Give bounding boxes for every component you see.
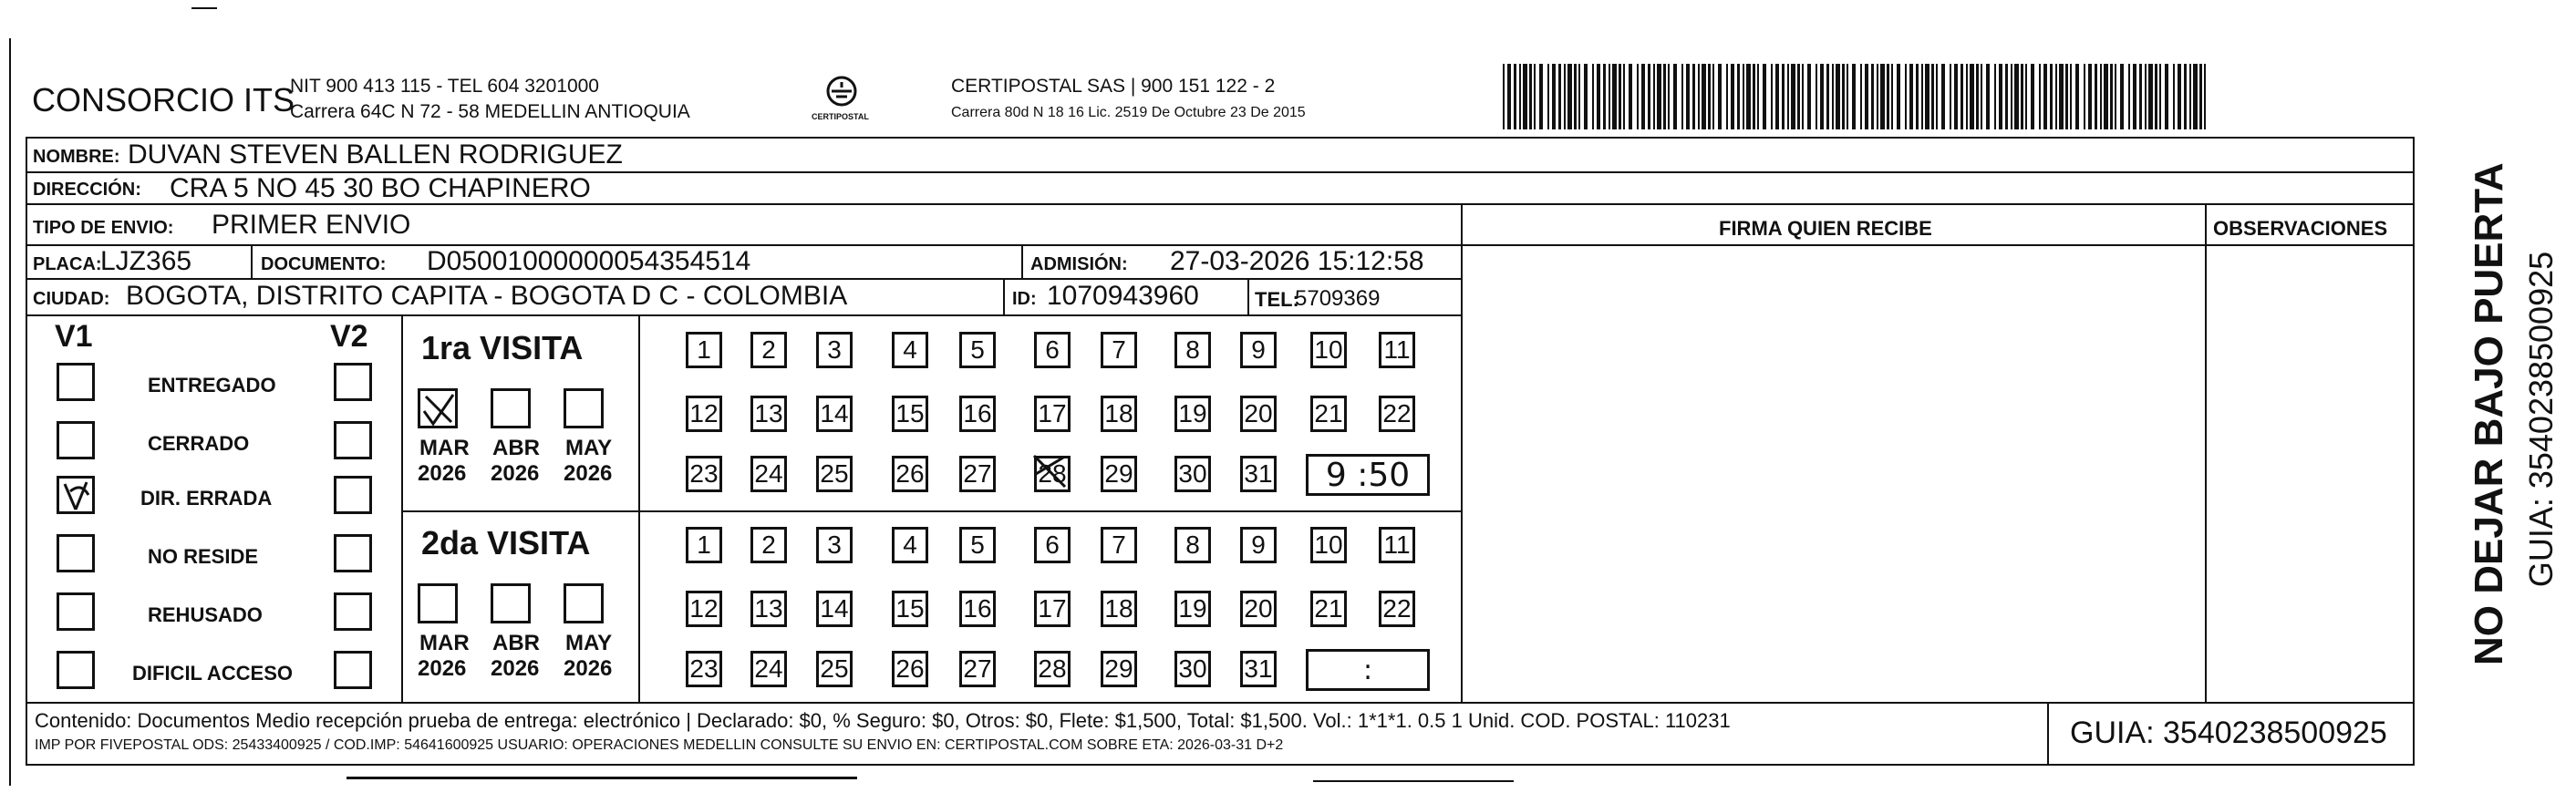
- barcode-bar: [1698, 64, 1700, 129]
- barcode-bar: [1603, 64, 1606, 129]
- day-box[interactable]: 11: [1379, 527, 1415, 563]
- day-box[interactable]: 24: [750, 456, 787, 492]
- barcode-bar: [1999, 64, 2002, 129]
- day-box[interactable]: 31: [1240, 456, 1277, 492]
- day-box[interactable]: 14: [816, 591, 853, 627]
- address-label: DIRECCIÓN:: [33, 180, 141, 200]
- barcode-bar: [2139, 64, 2142, 129]
- side-notice: NO DEJAR BAJO PUERTA: [2467, 162, 2511, 665]
- barcode-bar: [1826, 64, 1829, 129]
- day-box[interactable]: 26: [892, 651, 928, 687]
- barcode-bar: [1981, 64, 1982, 129]
- barcode-bar: [2165, 64, 2168, 129]
- day-box[interactable]: 27: [959, 651, 996, 687]
- barcode-bar: [1816, 64, 1817, 129]
- barcode-bar: [1746, 64, 1751, 129]
- bottom-stroke: [347, 777, 857, 779]
- day-box[interactable]: 3: [816, 527, 853, 563]
- day-box[interactable]: 1: [686, 332, 722, 368]
- v1-checkbox[interactable]: [57, 421, 95, 459]
- barcode-bar: [2104, 64, 2108, 129]
- barcode-bar: [1836, 64, 1840, 129]
- v2-checkbox[interactable]: [334, 421, 372, 459]
- barcode-bar: [1960, 64, 1963, 129]
- day-box[interactable]: 6: [1034, 332, 1071, 368]
- day-box[interactable]: 5: [959, 332, 996, 368]
- barcode-bar: [1558, 64, 1561, 129]
- barcode-bar: [1623, 64, 1625, 129]
- day-box[interactable]: 15: [892, 591, 928, 627]
- barcode-bar: [1852, 64, 1856, 129]
- side-notice-area: [2421, 164, 2558, 675]
- barcode-bar: [1966, 64, 1968, 129]
- barcode-bar: [1692, 64, 1695, 129]
- barcode-bar: [1797, 64, 1800, 129]
- v1-checkbox[interactable]: [57, 651, 95, 689]
- barcode-bar: [2145, 64, 2147, 129]
- day-box[interactable]: 7: [1101, 527, 1137, 563]
- left-border: [9, 38, 11, 786]
- barcode-bar: [2011, 64, 2012, 129]
- month-year: 2026: [418, 461, 467, 486]
- observations-header: OBSERVACIONES: [2213, 217, 2388, 240]
- status-label: ENTREGADO: [148, 374, 276, 396]
- barcode-bar: [1802, 64, 1804, 129]
- time-box[interactable]: :: [1306, 649, 1430, 691]
- visit-title: 2da VISITA: [421, 524, 591, 561]
- v2-checkbox[interactable]: [334, 363, 372, 401]
- barcode-bar: [1584, 64, 1588, 129]
- barcode-bar: [1653, 64, 1655, 129]
- day-box[interactable]: 29: [1101, 651, 1137, 687]
- barcode-bar: [1547, 64, 1549, 129]
- day-box[interactable]: 22: [1379, 396, 1415, 432]
- month-checkbox[interactable]: [564, 583, 604, 623]
- month-year: 2026: [491, 656, 540, 681]
- barcode-bar: [1905, 64, 1907, 129]
- barcode-bar: [1842, 64, 1845, 129]
- barcode-bar: [2075, 64, 2079, 129]
- barcode-bar: [2055, 64, 2057, 129]
- v2-checkbox[interactable]: [334, 592, 372, 631]
- barcode-bar: [1726, 64, 1728, 129]
- barcode-bar: [2133, 64, 2136, 129]
- time-box[interactable]: 9 :50: [1306, 454, 1430, 496]
- barcode-bar: [1567, 64, 1572, 129]
- month-checkbox[interactable]: [491, 388, 531, 428]
- day-box[interactable]: 13: [750, 591, 787, 627]
- barcode-bar: [1657, 64, 1661, 129]
- barcode-bar: [1574, 64, 1577, 129]
- day-box[interactable]: 12: [686, 396, 722, 432]
- barcode-bar: [2184, 64, 2187, 129]
- barcode-bar: [2043, 64, 2047, 129]
- barcode-bar: [1641, 64, 1645, 129]
- v1-header: V1: [55, 319, 93, 354]
- barcode-bar: [1970, 64, 1974, 129]
- month-checkbox[interactable]: [418, 583, 458, 623]
- barcode-bar: [1791, 64, 1795, 129]
- day-box[interactable]: 26: [892, 456, 928, 492]
- barcode-bar: [1950, 64, 1951, 129]
- month-year: 2026: [418, 656, 467, 681]
- day-box[interactable]: 25: [816, 651, 853, 687]
- tel-label: TEL:: [1255, 288, 1299, 311]
- day-box[interactable]: 3: [816, 332, 853, 368]
- barcode-bar: [1539, 64, 1543, 129]
- v2-header: V2: [330, 319, 368, 354]
- day-box[interactable]: 22: [1379, 591, 1415, 627]
- month-year: 2026: [564, 461, 613, 486]
- month-year: 2026: [564, 656, 613, 681]
- barcode-bar: [1865, 64, 1868, 129]
- barcode-bar: [1681, 64, 1683, 129]
- barcode-bar: [1925, 64, 1929, 129]
- barcode-bar: [1529, 64, 1532, 129]
- top-stroke: [191, 7, 217, 9]
- id-value: 1070943960: [1047, 281, 1199, 311]
- name-label: NOMBRE:: [33, 147, 120, 167]
- day-box[interactable]: 31: [1240, 651, 1277, 687]
- barcode-bar: [1668, 64, 1670, 129]
- barcode-bar: [2199, 64, 2202, 129]
- document-value: D05001000000054354514: [427, 246, 751, 276]
- barcode-bar: [2173, 64, 2175, 129]
- bottom-stroke: [1313, 780, 1514, 782]
- day-box[interactable]: 25: [816, 456, 853, 492]
- v1-checkbox[interactable]: [57, 534, 95, 572]
- barcode-bar: [2115, 64, 2116, 129]
- plate-value: LJZ365: [100, 246, 192, 276]
- barcode-bar: [1534, 64, 1536, 129]
- barcode-bar: [1976, 64, 1979, 129]
- side-guia: GUIA: 3540238500925: [2522, 251, 2560, 588]
- barcode-bar: [1514, 64, 1516, 129]
- day-box[interactable]: 21: [1310, 591, 1347, 627]
- carrier-info: CERTIPOSTAL SAS | 900 151 122 - 2: [951, 76, 1276, 97]
- barcode-bar: [1637, 64, 1639, 129]
- barcode-bar: [1887, 64, 1889, 129]
- barcode-bar: [1916, 64, 1919, 129]
- status-label: DIR. ERRADA: [140, 487, 273, 510]
- day-box[interactable]: 29: [1101, 456, 1137, 492]
- barcode-bar: [1820, 64, 1824, 129]
- id-label: ID:: [1012, 289, 1037, 309]
- barcode-bar: [2050, 64, 2053, 129]
- barcode-bar: [2084, 64, 2085, 129]
- month-year: 2026: [491, 461, 540, 486]
- day-box[interactable]: 12: [686, 591, 722, 627]
- day-box[interactable]: 23: [686, 651, 722, 687]
- barcode-bar: [1860, 64, 1862, 129]
- barcode-bar: [2178, 64, 2181, 129]
- city-label: CIUDAD:: [33, 289, 110, 309]
- status-label: CERRADO: [148, 432, 250, 455]
- month-label: MAY: [565, 436, 613, 460]
- barcode-bar: [1897, 64, 1900, 129]
- recipient-name: DUVAN STEVEN BALLEN RODRIGUEZ: [128, 139, 623, 170]
- barcode-bar: [2031, 64, 2034, 129]
- day-box[interactable]: 19: [1174, 591, 1211, 627]
- barcode-bar: [2088, 64, 2092, 129]
- barcode-bar: [1702, 64, 1706, 129]
- barcode-bar: [1743, 64, 1744, 129]
- day-box[interactable]: 18: [1101, 396, 1137, 432]
- day-box[interactable]: 10: [1310, 332, 1347, 368]
- barcode-bar: [1523, 64, 1527, 129]
- footer-guia: GUIA: 3540238500925: [2070, 716, 2387, 750]
- tel-value: 5709369: [1295, 286, 1381, 311]
- footer-imp: IMP POR FIVEPOSTAL ODS: 25433400925 / COD.IMP: 54641600925 USUARIO: OPERACIONES MEDELLIN CONSULTE SU ENVIO EN: CERTIPOSTAL.COM SOBRE ETA: 2026-03-31 D+2: [35, 737, 1284, 753]
- month-checkbox[interactable]: [418, 388, 458, 428]
- city-value: BOGOTA, DISTRITO CAPITA - BOGOTA D C - COLOMBIA: [126, 281, 848, 311]
- barcode-bar: [1619, 64, 1621, 129]
- day-box[interactable]: 17: [1034, 591, 1071, 627]
- barcode-bar: [1807, 64, 1811, 129]
- month-label: MAR: [419, 631, 470, 655]
- v2-checkbox[interactable]: [334, 651, 372, 689]
- barcode-bar: [1519, 64, 1521, 129]
- company-name: CONSORCIO ITS: [32, 81, 295, 118]
- month-checkbox[interactable]: [564, 388, 604, 428]
- barcode-bar: [2120, 64, 2124, 129]
- v1-checkbox[interactable]: [57, 363, 95, 401]
- month-label: MAR: [419, 436, 470, 460]
- day-box[interactable]: 7: [1101, 332, 1137, 368]
- document-label: DOCUMENTO:: [261, 254, 387, 274]
- barcode-bar: [1612, 64, 1617, 129]
- barcode-bar: [1994, 64, 1996, 129]
- recipient-address: CRA 5 NO 45 30 BO CHAPINERO: [170, 173, 591, 203]
- day-box[interactable]: 2: [750, 527, 787, 563]
- barcode-bar: [1507, 64, 1511, 129]
- visit-title: 1ra VISITA: [421, 329, 584, 366]
- barcode-bar: [2070, 64, 2072, 129]
- v2-checkbox[interactable]: [334, 534, 372, 572]
- month-label: MAY: [565, 631, 613, 655]
- barcode-bar: [1564, 64, 1566, 129]
- barcode-bar: [2110, 64, 2113, 129]
- v2-checkbox[interactable]: [334, 476, 372, 514]
- day-box[interactable]: 8: [1174, 527, 1211, 563]
- company-nit: NIT 900 413 115 - TEL 604 3201000: [290, 76, 599, 97]
- day-box[interactable]: 23: [686, 456, 722, 492]
- day-box[interactable]: 28: [1034, 651, 1071, 687]
- barcode-bar: [1986, 64, 1990, 129]
- barcode-bar: [2065, 64, 2068, 129]
- barcode-bar: [2014, 64, 2019, 129]
- barcode-bar: [1931, 64, 1934, 129]
- day-box[interactable]: 28: [1034, 456, 1071, 492]
- day-box[interactable]: 1: [686, 527, 722, 563]
- day-box[interactable]: 8: [1174, 332, 1211, 368]
- v1-checkbox[interactable]: [57, 592, 95, 631]
- barcode-bar: [2189, 64, 2191, 129]
- barcode-bar: [1552, 64, 1556, 129]
- barcode-bar: [1663, 64, 1666, 129]
- barcode-bar: [1686, 64, 1690, 129]
- barcode-bar: [1718, 64, 1722, 129]
- day-box[interactable]: 11: [1379, 332, 1415, 368]
- day-box[interactable]: 5: [959, 527, 996, 563]
- status-label: DIFICIL ACCESO: [132, 662, 294, 685]
- barcode-bar: [1775, 64, 1779, 129]
- barcode-bar: [1597, 64, 1600, 129]
- day-box[interactable]: 6: [1034, 527, 1071, 563]
- barcode-bar: [1954, 64, 1958, 129]
- day-box[interactable]: 10: [1310, 527, 1347, 563]
- day-box[interactable]: 16: [959, 591, 996, 627]
- barcode-bar: [1609, 64, 1610, 129]
- barcode-bar: [1763, 64, 1766, 129]
- barcode-bar: [2059, 64, 2064, 129]
- day-box[interactable]: 20: [1240, 396, 1277, 432]
- day-box[interactable]: 15: [892, 396, 928, 432]
- barcode-bar: [1737, 64, 1740, 129]
- day-box[interactable]: 21: [1310, 396, 1347, 432]
- barcode-bar: [1847, 64, 1848, 129]
- barcode-bar: [2005, 64, 2008, 129]
- status-label: REHUSADO: [148, 603, 263, 626]
- barcode: [1503, 64, 2207, 129]
- barcode-bar: [1731, 64, 1734, 129]
- barcode-bar: [2155, 64, 2157, 129]
- day-box[interactable]: 4: [892, 527, 928, 563]
- company-address: Carrera 64C N 72 - 58 MEDELLIN ANTIOQUIA: [290, 101, 690, 122]
- month-label: ABR: [492, 631, 540, 655]
- barcode-bar: [2021, 64, 2023, 129]
- day-box[interactable]: 17: [1034, 396, 1071, 432]
- barcode-bar: [1771, 64, 1773, 129]
- barcode-bar: [1629, 64, 1632, 129]
- barcode-bar: [2128, 64, 2130, 129]
- plate-label: PLACA:: [33, 254, 102, 274]
- barcode-bar: [1877, 64, 1878, 129]
- barcode-bar: [2100, 64, 2102, 129]
- certipostal-logo: [810, 71, 874, 128]
- barcode-bar: [2025, 64, 2027, 129]
- day-box[interactable]: 20: [1240, 591, 1277, 627]
- carrier-address: Carrera 80d N 18 16 Lic. 2519 De Octubre 23 De 2015: [951, 105, 1306, 120]
- barcode-bar: [1712, 64, 1714, 129]
- day-box[interactable]: 16: [959, 396, 996, 432]
- barcode-bar: [2193, 64, 2198, 129]
- barcode-bar: [1832, 64, 1834, 129]
- logo-text: CERTIPOSTAL: [812, 112, 869, 121]
- day-box[interactable]: 4: [892, 332, 928, 368]
- barcode-bar: [1782, 64, 1785, 129]
- day-box[interactable]: 27: [959, 456, 996, 492]
- barcode-bar: [2204, 64, 2206, 129]
- day-box[interactable]: 9: [1240, 527, 1277, 563]
- day-box[interactable]: 19: [1174, 396, 1211, 432]
- signature-header: FIRMA QUIEN RECIBE: [1719, 217, 1932, 240]
- barcode-bar: [1708, 64, 1711, 129]
- day-box[interactable]: 9: [1240, 332, 1277, 368]
- barcode-bar: [1936, 64, 1938, 129]
- day-box[interactable]: 30: [1174, 456, 1211, 492]
- footer-contents: Contenido: Documentos Medio recepción prueba de entrega: electrónico | Declarado: $0, % Seguro: $0, Otros: $0, Flete: $1,500, Total: $1,500. Vol.: 1*1*1. 0.5 1 Unid. COD. POSTAL: 110231: [35, 709, 1731, 732]
- barcode-bar: [1757, 64, 1759, 129]
- v1-checkbox[interactable]: [57, 476, 95, 514]
- barcode-bar: [1592, 64, 1594, 129]
- barcode-bar: [1941, 64, 1945, 129]
- status-label: NO RESIDE: [148, 545, 259, 568]
- barcode-bar: [2095, 64, 2097, 129]
- barcode-bar: [1753, 64, 1755, 129]
- barcode-bar: [1648, 64, 1650, 129]
- barcode-bar: [1503, 64, 1505, 129]
- day-box[interactable]: 24: [750, 651, 787, 687]
- month-checkbox[interactable]: [491, 583, 531, 623]
- barcode-bar: [2148, 64, 2153, 129]
- barcode-bar: [1578, 64, 1580, 129]
- admission-value: 27-03-2026 15:12:58: [1170, 246, 1424, 276]
- barcode-bar: [2039, 64, 2041, 129]
- day-box[interactable]: 18: [1101, 591, 1137, 627]
- barcode-bar: [1891, 64, 1893, 129]
- day-box[interactable]: 30: [1174, 651, 1211, 687]
- barcode-bar: [1871, 64, 1874, 129]
- day-box[interactable]: 13: [750, 396, 787, 432]
- shipment-type: PRIMER ENVIO: [212, 210, 411, 240]
- month-label: ABR: [492, 436, 540, 460]
- admission-label: ADMISIÓN:: [1030, 254, 1128, 274]
- day-box[interactable]: 14: [816, 396, 853, 432]
- barcode-bar: [1880, 64, 1885, 129]
- barcode-bar: [1787, 64, 1789, 129]
- day-box[interactable]: 2: [750, 332, 787, 368]
- barcode-bar: [1909, 64, 1913, 129]
- shipment-label: TIPO DE ENVIO:: [33, 218, 174, 238]
- barcode-bar: [1921, 64, 1923, 129]
- barcode-bar: [2159, 64, 2161, 129]
- barcode-bar: [1673, 64, 1677, 129]
